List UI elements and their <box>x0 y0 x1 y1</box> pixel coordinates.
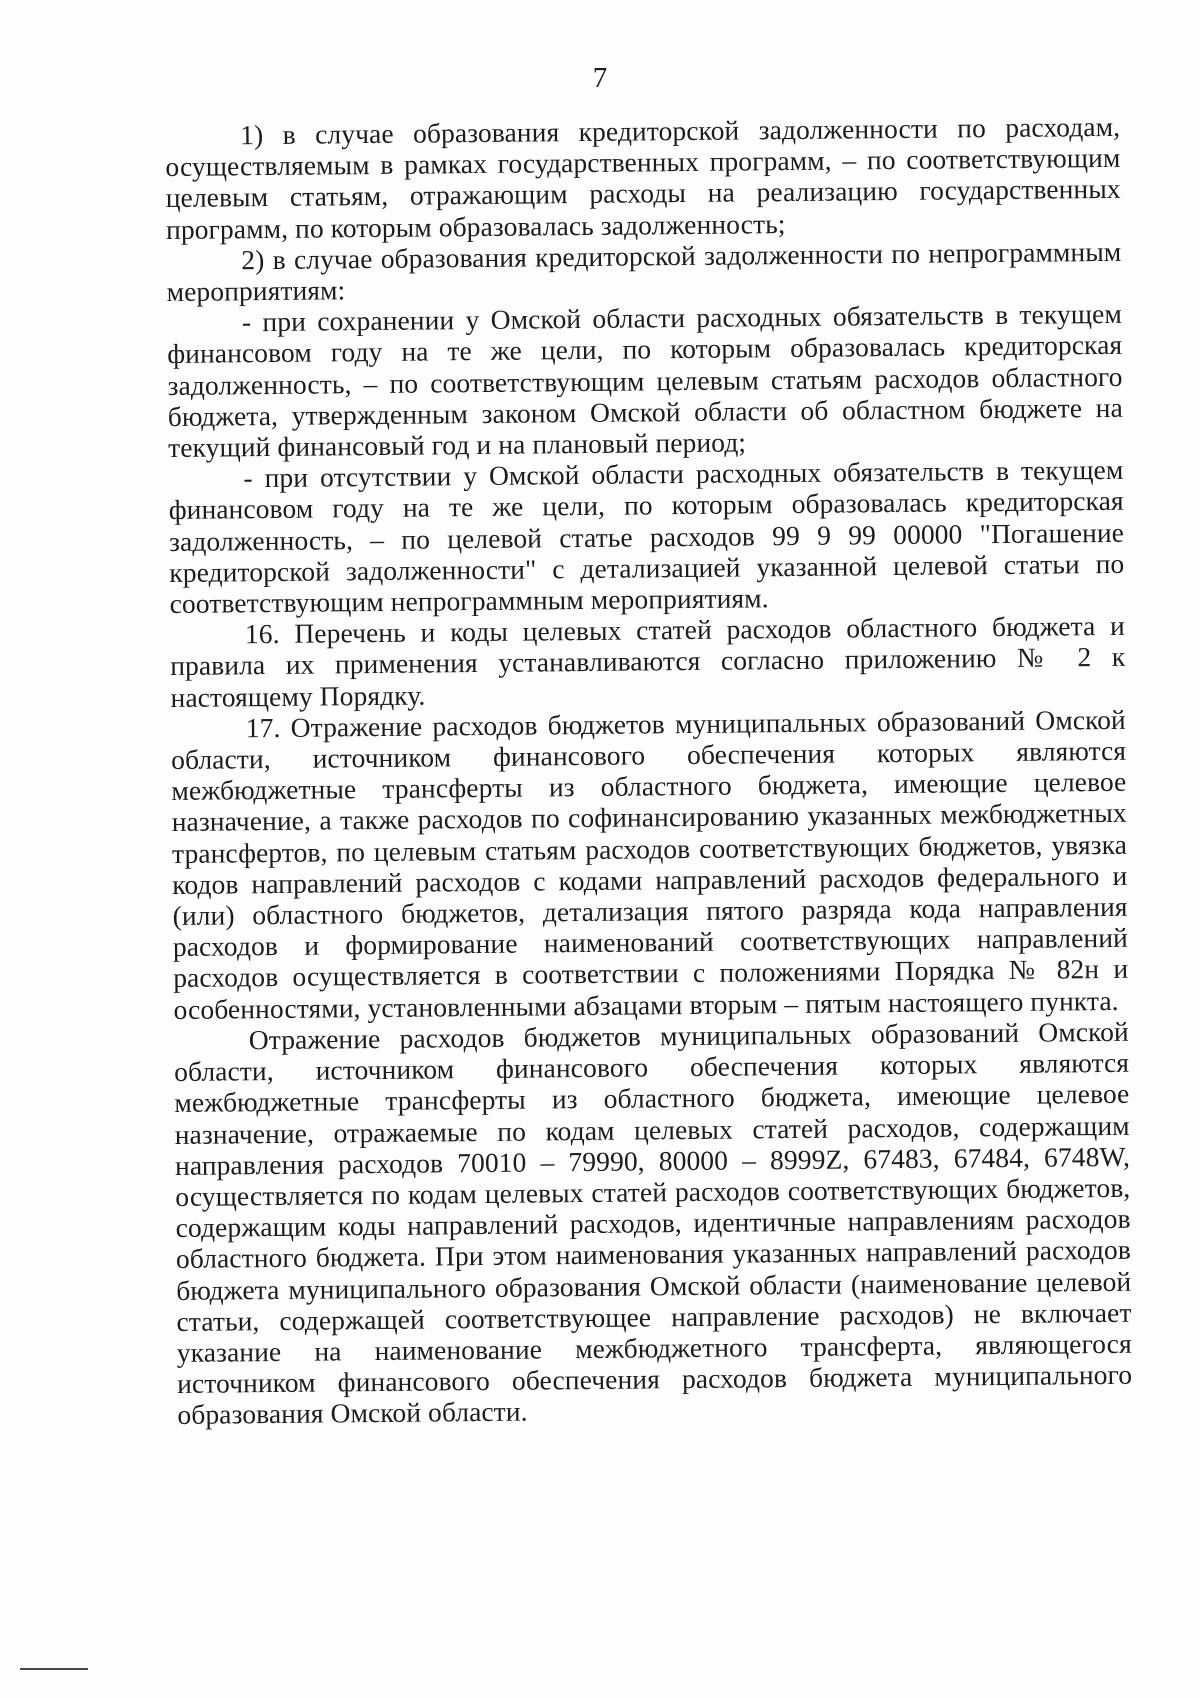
margin-line-decoration <box>20 1668 88 1670</box>
paragraph-item-2: 2) в случае образования кредиторской задолженности по непрограммным мероприятиям: <box>166 235 1122 308</box>
paragraph-clause-16: 16. Перечень и коды целевых статей расходов областного бюджета и правила их применения устанавливаются согласно приложению № 2 к настоящему Порядку. <box>170 610 1126 713</box>
paragraph-sub-item-2: - при отсутствии у Омской области расходных обязательств в текущем финансовом году на те же цели, по которым образовалась кредиторская задолженность, – по целевой статье расходов 99 9 99 00000 "Погашение кредиторской задолженности" с детализацией указанной целевой статьи по соответствующим непрограммным мероприятиям. <box>168 454 1125 620</box>
paragraph-clause-17: 17. Отражение расходов бюджетов муниципальных образований Омской области, источником финансового обеспечения которых являются межбюджетные трансферты из областного бюджета, имеющие целевое назначение, а также расходов по софинансированию указанных межбюджетных трансфертов, по целевым статьям расходов соответствующих бюджетов, увязка кодов направлений расходов с кодами направлений расходов федерального и (или) областного бюджетов, детализация пятого разряда кода направления расходов и формирование наименований соответствующих направлений расходов осуществляется в соответствии с положениями Порядка № 82н и особенностями, установленными абзацами вторым – пятым настоящего пункта. <box>170 703 1129 1025</box>
paragraph-clause-17-second: Отражение расходов бюджетов муниципальных образований Омской области, источником финансового обеспечения которых являются межбюджетные трансферты из областного бюджета, имеющие целевое назначение, отражаемые по кодам целевых статей расходов, содержащим направления расходов 70010 – 79990, 80000 – 8999Z, 67483, 67484, 6748W, осуществляется по кодам целевых статей расходов соответствующих бюджетов, содержащим коды направлений расходов, идентичные направлениям расходов областного бюджета. При этом наименования указанных направлений расходов бюджета муниципального образования Омской области (наименование целевой статьи, содержащей соответствующее направление расходов) не включает указание на наименование межбюджетного трансферта, являющегося источником финансового обеспечения расходов бюджета муниципального образования Омской области. <box>173 1015 1133 1431</box>
document-body <box>165 111 1133 1431</box>
page-number: 7 <box>592 62 608 94</box>
paragraph-item-1: 1) в случае образования кредиторской задолженности по расходам, осуществляемым в рамках государственных программ, – по соответствующим целевым статьям, отражающим расходы на реализацию государственных программ, по которым образовалась задолженность; <box>165 110 1121 245</box>
paragraph-sub-item-1: - при сохранении у Омской области расходных обязательств в текущем финансовом году на те же цели, по которым образовалась кредиторская задолженность, – по соответствующим целевым статьям расходов областного бюджета, утвержденным законом Омской области об областном бюджете на текущий финансовый год и на плановый период; <box>167 298 1123 464</box>
